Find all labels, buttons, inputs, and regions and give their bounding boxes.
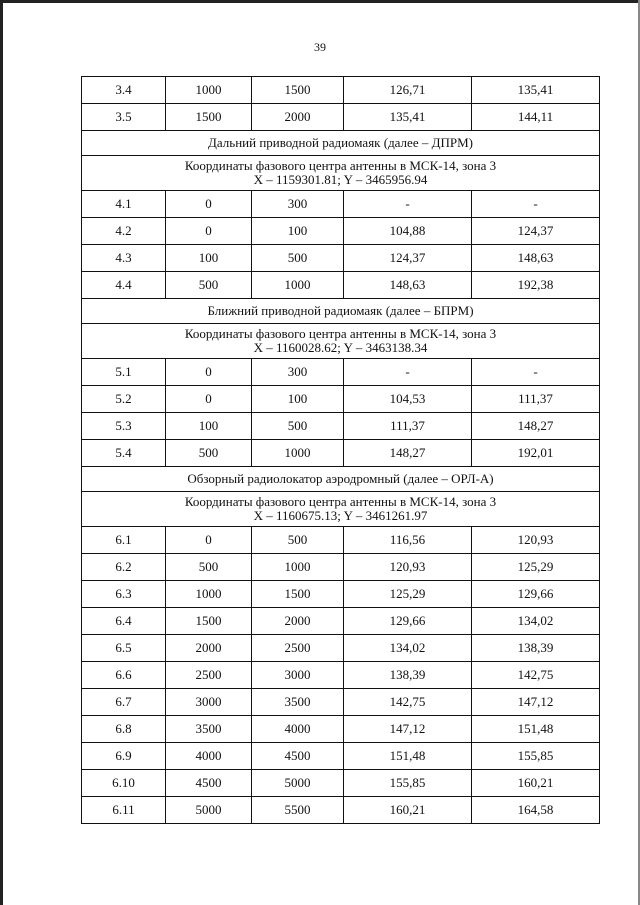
table-row [82, 581, 600, 608]
coordinates-cell [82, 492, 600, 527]
zones-table [81, 76, 600, 824]
table-row [82, 272, 600, 299]
table-row [82, 413, 600, 440]
table-cell: 4.2 [82, 218, 166, 245]
table-cell: 155,85 [344, 770, 472, 797]
scan-edge-left [0, 0, 3, 905]
table-cell: 3500 [166, 716, 252, 743]
table-cell: 2500 [252, 635, 344, 662]
table-row [82, 440, 600, 467]
page-number: 39 [314, 40, 326, 54]
table-cell: 135,41 [472, 77, 600, 104]
coordinates-values: X – 1159301.81; Y – 3465956.94 [253, 172, 428, 187]
table-cell: 142,75 [472, 662, 600, 689]
table-cell: 6.7 [82, 689, 166, 716]
table-cell: 1500 [166, 608, 252, 635]
table-row [82, 635, 600, 662]
table-cell: 6.8 [82, 716, 166, 743]
table-cell: 124,37 [344, 245, 472, 272]
section-heading-row [82, 299, 600, 324]
table-cell: 4.1 [82, 191, 166, 218]
table-cell: 135,41 [344, 104, 472, 131]
table-cell: 129,66 [344, 608, 472, 635]
table-cell: 3.5 [82, 104, 166, 131]
table-row [82, 104, 600, 131]
table-row [82, 245, 600, 272]
table-cell: 120,93 [472, 527, 600, 554]
coordinates-row [82, 156, 600, 191]
coordinates-cell [82, 324, 600, 359]
table-cell: 0 [166, 218, 252, 245]
table-cell: 6.10 [82, 770, 166, 797]
coordinates-values: X – 1160675.13; Y – 3461261.97 [253, 508, 428, 523]
coordinates-caption: Координаты фазового центра антенны в МСК-14, зона 3 [184, 494, 497, 509]
table-cell: 100 [166, 245, 252, 272]
table-cell: 111,37 [344, 413, 472, 440]
table-cell: 160,21 [472, 770, 600, 797]
table-cell: 120,93 [344, 554, 472, 581]
table-cell: 6.1 [82, 527, 166, 554]
table-cell: - [472, 191, 600, 218]
table-row [82, 608, 600, 635]
table-row [82, 527, 600, 554]
table-cell: 116,56 [344, 527, 472, 554]
table-cell: 5.2 [82, 386, 166, 413]
table-cell: 4000 [166, 743, 252, 770]
table-row [82, 386, 600, 413]
table-cell: 147,12 [344, 716, 472, 743]
table-row [82, 662, 600, 689]
table-row [82, 770, 600, 797]
table-row [82, 689, 600, 716]
table-cell: 1000 [252, 272, 344, 299]
table-cell: 0 [166, 386, 252, 413]
table-cell: 2000 [252, 104, 344, 131]
table-cell: 192,01 [472, 440, 600, 467]
table-cell: 1000 [166, 581, 252, 608]
table-cell: 6.4 [82, 608, 166, 635]
table-cell: 111,37 [472, 386, 600, 413]
table-cell: 147,12 [472, 689, 600, 716]
table-row [82, 554, 600, 581]
table-cell: 151,48 [344, 743, 472, 770]
table-cell: 5.4 [82, 440, 166, 467]
table-cell: 4500 [252, 743, 344, 770]
table-cell: 125,29 [344, 581, 472, 608]
table-cell: 138,39 [344, 662, 472, 689]
table-row [82, 797, 600, 824]
table-row [82, 77, 600, 104]
table-cell: 4000 [252, 716, 344, 743]
table-cell: 4500 [166, 770, 252, 797]
table-cell: 100 [252, 218, 344, 245]
table-cell: 6.11 [82, 797, 166, 824]
table-row [82, 191, 600, 218]
table-cell: 5500 [252, 797, 344, 824]
table-cell: 0 [166, 359, 252, 386]
table-cell: 160,21 [344, 797, 472, 824]
table-row [82, 359, 600, 386]
table-cell: 3000 [252, 662, 344, 689]
table-cell: 500 [166, 440, 252, 467]
table-cell: 6.2 [82, 554, 166, 581]
table-cell: 104,88 [344, 218, 472, 245]
table-cell: 1000 [252, 440, 344, 467]
table-cell: 129,66 [472, 581, 600, 608]
table-cell: 5000 [166, 797, 252, 824]
table-cell: 3.4 [82, 77, 166, 104]
table-cell: 300 [252, 191, 344, 218]
table-cell: 6.9 [82, 743, 166, 770]
table-cell: 6.5 [82, 635, 166, 662]
table-cell: 3500 [252, 689, 344, 716]
section-heading-row [82, 467, 600, 492]
table-cell: 2500 [166, 662, 252, 689]
table-cell: 164,58 [472, 797, 600, 824]
table-cell: 100 [252, 386, 344, 413]
table-cell: 148,63 [472, 245, 600, 272]
table-cell: 1500 [252, 77, 344, 104]
table-cell: 500 [252, 527, 344, 554]
table-cell: 3000 [166, 689, 252, 716]
table-cell: 148,27 [472, 413, 600, 440]
table-cell: 5000 [252, 770, 344, 797]
table-cell: 100 [166, 413, 252, 440]
table-cell: 500 [166, 554, 252, 581]
table-cell: 134,02 [344, 635, 472, 662]
coordinates-caption: Координаты фазового центра антенны в МСК-14, зона 3 [184, 158, 497, 173]
table-cell: 500 [166, 272, 252, 299]
table-cell: 0 [166, 191, 252, 218]
table-cell: 2000 [166, 635, 252, 662]
table-cell: 5.1 [82, 359, 166, 386]
table-cell: 138,39 [472, 635, 600, 662]
table-cell: 1500 [252, 581, 344, 608]
table-cell: 148,63 [344, 272, 472, 299]
table-cell: 500 [252, 413, 344, 440]
table-row [82, 218, 600, 245]
table-cell: 2000 [252, 608, 344, 635]
table-cell: 151,48 [472, 716, 600, 743]
table-cell: - [472, 359, 600, 386]
table-cell: 134,02 [472, 608, 600, 635]
table-cell: - [344, 359, 472, 386]
table-cell: 4.3 [82, 245, 166, 272]
table-cell: 6.6 [82, 662, 166, 689]
coordinates-caption: Координаты фазового центра антенны в МСК-14, зона 3 [184, 326, 497, 341]
table-cell: 192,38 [472, 272, 600, 299]
coordinates-row [82, 492, 600, 527]
table-row [82, 743, 600, 770]
coordinates-row [82, 324, 600, 359]
table-cell: 300 [252, 359, 344, 386]
table-cell: 1000 [166, 77, 252, 104]
coordinates-values: X – 1160028.62; Y – 3463138.34 [253, 340, 428, 355]
table-cell: 148,27 [344, 440, 472, 467]
table-cell: 142,75 [344, 689, 472, 716]
scan-edge-top [0, 0, 640, 3]
table-cell: 104,53 [344, 386, 472, 413]
table-cell: 124,37 [472, 218, 600, 245]
table-cell: 1000 [252, 554, 344, 581]
section-heading-row [82, 131, 600, 156]
table-row [82, 716, 600, 743]
table-cell: 1500 [166, 104, 252, 131]
table-cell: 125,29 [472, 554, 600, 581]
table-cell: 144,11 [472, 104, 600, 131]
table-cell: - [344, 191, 472, 218]
section-heading: Обзорный радиолокатор аэродромный (далее – ОРЛ-А) [82, 467, 600, 492]
table-cell: 0 [166, 527, 252, 554]
table-body [82, 77, 600, 824]
coordinates-cell [82, 156, 600, 191]
table-cell: 4.4 [82, 272, 166, 299]
table-cell: 155,85 [472, 743, 600, 770]
table-cell: 5.3 [82, 413, 166, 440]
section-heading: Ближний приводной радиомаяк (далее – БПРМ) [82, 299, 600, 324]
table-cell: 500 [252, 245, 344, 272]
table-cell: 6.3 [82, 581, 166, 608]
table-cell: 126,71 [344, 77, 472, 104]
section-heading: Дальний приводной радиомаяк (далее – ДПРМ) [82, 131, 600, 156]
